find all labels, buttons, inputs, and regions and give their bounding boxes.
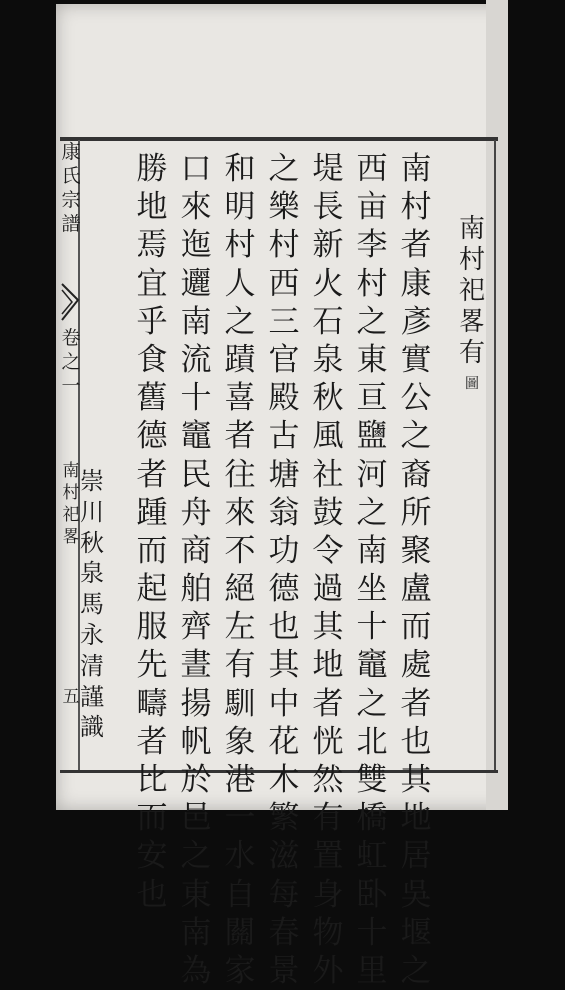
- text-char: 象: [224, 723, 256, 760]
- text-char: 功: [268, 532, 300, 569]
- title-char: 圖: [465, 376, 479, 392]
- text-char: 邐: [180, 265, 212, 302]
- text-char: 物: [312, 914, 344, 951]
- text-char: 其: [312, 609, 344, 646]
- signature-char: 識: [80, 713, 104, 742]
- text-char: 社: [312, 456, 344, 493]
- text-char: 迤: [180, 227, 212, 264]
- text-char: 服: [136, 609, 168, 646]
- title-char: 村: [458, 245, 485, 275]
- text-char: 處: [400, 647, 432, 684]
- text-column: [176, 150, 216, 990]
- text-char: 也: [400, 723, 432, 760]
- signature-char: 秋: [80, 528, 104, 557]
- text-char: 者: [224, 418, 256, 455]
- text-char: 而: [400, 609, 432, 646]
- text-char: 舊: [136, 380, 168, 417]
- text-char: 村: [356, 265, 388, 302]
- text-char: 者: [312, 685, 344, 722]
- spine-char: 南: [62, 461, 80, 481]
- text-char: 口: [180, 151, 212, 187]
- text-char: 地: [312, 647, 344, 684]
- spine-char: 氏: [61, 165, 81, 187]
- spine-char: 宗: [61, 189, 81, 211]
- text-char: 橋: [356, 800, 388, 837]
- text-char: 也: [268, 609, 300, 646]
- text-char: 人: [224, 265, 256, 302]
- text-char: 裔: [400, 456, 432, 493]
- text-char: 村: [224, 227, 256, 264]
- text-char: 石: [312, 303, 344, 340]
- text-char: 竈: [356, 647, 388, 684]
- text-char: 之: [400, 952, 432, 989]
- text-char: 官: [268, 341, 300, 378]
- text-char: 其: [268, 647, 300, 684]
- text-column: [220, 150, 260, 990]
- title-char: 南: [458, 214, 485, 244]
- text-char: 關: [224, 914, 256, 951]
- text-char: 食: [136, 341, 168, 378]
- text-char: 翁: [268, 494, 300, 531]
- spine-char: 之: [61, 351, 81, 373]
- text-char: 踵: [136, 494, 168, 531]
- spine-char: 康: [61, 141, 81, 163]
- text-char: 者: [136, 723, 168, 760]
- spine-char: 畧: [62, 527, 80, 547]
- text-char: 絕: [224, 571, 256, 608]
- text-char: 恍: [312, 723, 344, 760]
- text-char: 李: [356, 227, 388, 264]
- text-char: 於: [180, 762, 212, 798]
- text-char: 河: [356, 456, 388, 493]
- text-char: 所: [400, 494, 432, 531]
- text-char: 新: [312, 227, 344, 264]
- text-char: 之: [356, 494, 388, 531]
- text-char: 者: [400, 227, 432, 264]
- text-char: 來: [180, 189, 212, 226]
- text-char: 南: [356, 532, 388, 569]
- text-char: 竈: [180, 418, 212, 455]
- text-char: 三: [268, 303, 300, 340]
- text-char: 塘: [268, 456, 300, 493]
- signature-char: 謹: [80, 682, 104, 711]
- text-char: 德: [136, 418, 168, 455]
- text-char: 有: [312, 800, 344, 837]
- text-char: 火: [312, 265, 344, 302]
- spine-char: 村: [62, 483, 80, 503]
- text-char: 堤: [312, 151, 344, 187]
- text-char: 喜: [224, 380, 256, 417]
- title-char: 祀: [458, 276, 485, 306]
- text-char: 其: [400, 762, 432, 798]
- text-char: 殿: [268, 380, 300, 417]
- text-char: 揚: [180, 685, 212, 722]
- text-char: 民: [180, 456, 212, 493]
- text-char: 之: [180, 838, 212, 875]
- text-char: 亩: [356, 189, 388, 226]
- text-char: 十: [356, 914, 388, 951]
- text-char: 疇: [136, 685, 168, 722]
- text-char: 者: [400, 685, 432, 722]
- frame-top-border: [60, 137, 498, 141]
- text-char: 港: [224, 762, 256, 798]
- title-char: 有: [458, 338, 485, 368]
- spine-char: 卷: [61, 327, 81, 349]
- text-char: 中: [268, 685, 300, 722]
- text-char: 木: [268, 762, 300, 798]
- text-char: 北: [356, 723, 388, 760]
- text-char: 卧: [356, 876, 388, 913]
- text-char: 安: [136, 838, 168, 875]
- text-char: 為: [180, 952, 212, 989]
- signature-char: 泉: [80, 559, 104, 588]
- text-char: 亘: [356, 380, 388, 417]
- text-char: 焉: [136, 227, 168, 264]
- text-char: 南: [180, 914, 212, 951]
- frame-right-border: [494, 140, 496, 770]
- text-char: 和: [224, 151, 256, 187]
- text-char: 比: [136, 762, 168, 798]
- text-char: 身: [312, 876, 344, 913]
- text-char: 宜: [136, 265, 168, 302]
- text-char: 一: [224, 800, 256, 837]
- text-char: 商: [180, 532, 212, 569]
- title-char: 畧: [458, 307, 485, 337]
- text-char: 繁: [268, 800, 300, 837]
- text-char: 令: [312, 532, 344, 569]
- text-char: 西: [356, 151, 388, 187]
- spine-page-number: 五: [62, 687, 80, 707]
- text-char: 每: [268, 876, 300, 913]
- text-char: 有: [224, 647, 256, 684]
- text-char: 西: [268, 265, 300, 302]
- spine-char: 一: [61, 375, 81, 397]
- text-char: 彥: [400, 303, 432, 340]
- text-char: 者: [136, 456, 168, 493]
- text-char: 齊: [180, 609, 212, 646]
- text-char: 東: [356, 341, 388, 378]
- spine-volume: [60, 326, 82, 398]
- text-char: 勝: [136, 151, 168, 187]
- text-char: 地: [400, 800, 432, 837]
- text-char: 過: [312, 571, 344, 608]
- text-char: 雙: [356, 762, 388, 798]
- signature-char: 馬: [80, 590, 104, 619]
- text-char: 秋: [312, 380, 344, 417]
- text-char: 先: [136, 647, 168, 684]
- text-char: 滋: [268, 838, 300, 875]
- text-char: 流: [180, 341, 212, 378]
- signature-char: 永: [80, 620, 104, 649]
- text-char: 水: [224, 838, 256, 875]
- text-char: 而: [136, 800, 168, 837]
- text-char: 實: [400, 341, 432, 378]
- text-char: 不: [224, 532, 256, 569]
- text-char: 里: [356, 952, 388, 989]
- text-char: 風: [312, 418, 344, 455]
- text-char: 吳: [400, 876, 432, 913]
- text-char: 邑: [180, 800, 212, 837]
- text-char: 十: [356, 609, 388, 646]
- text-char: 堰: [400, 914, 432, 951]
- spine-char: 譜: [61, 213, 81, 235]
- text-char: 南: [400, 151, 432, 187]
- text-char: 蹟: [224, 341, 256, 378]
- text-char: 馴: [224, 685, 256, 722]
- text-column: [352, 150, 392, 990]
- text-char: 乎: [136, 303, 168, 340]
- text-char: 起: [136, 571, 168, 608]
- text-char: 東: [180, 876, 212, 913]
- text-char: 泉: [312, 341, 344, 378]
- text-char: 春: [268, 914, 300, 951]
- text-column: [308, 150, 348, 990]
- text-column: [132, 150, 172, 914]
- text-char: 長: [312, 189, 344, 226]
- spine-char: 祀: [62, 505, 80, 525]
- text-char: 南: [180, 303, 212, 340]
- text-char: 村: [268, 227, 300, 264]
- text-char: 之: [268, 151, 300, 187]
- text-char: 家: [224, 952, 256, 989]
- text-char: 聚: [400, 532, 432, 569]
- text-char: 之: [400, 418, 432, 455]
- text-char: 帆: [180, 723, 212, 760]
- text-char: 置: [312, 838, 344, 875]
- text-char: 之: [224, 303, 256, 340]
- signature-char: 清: [80, 651, 104, 680]
- text-char: 晝: [180, 647, 212, 684]
- text-char: 然: [312, 762, 344, 798]
- text-char: 虹: [356, 838, 388, 875]
- text-char: 左: [224, 609, 256, 646]
- text-char: 明: [224, 189, 256, 226]
- text-char: 鼓: [312, 494, 344, 531]
- signature-column: [72, 466, 112, 743]
- text-char: 公: [400, 380, 432, 417]
- text-char: 花: [268, 723, 300, 760]
- text-char: 舶: [180, 571, 212, 608]
- signature-char: 崇: [80, 467, 104, 495]
- text-char: 往: [224, 456, 256, 493]
- text-char: 十: [180, 380, 212, 417]
- text-char: 也: [136, 876, 168, 913]
- text-char: 之: [356, 685, 388, 722]
- text-char: 舟: [180, 494, 212, 531]
- text-char: 來: [224, 494, 256, 531]
- text-char: 德: [268, 571, 300, 608]
- text-char: 康: [400, 265, 432, 302]
- text-char: 景: [268, 952, 300, 989]
- text-char: 自: [224, 876, 256, 913]
- text-char: 而: [136, 532, 168, 569]
- adjacent-page-edge: [486, 0, 508, 810]
- text-column: [264, 150, 304, 990]
- page-title-column: [452, 214, 492, 400]
- text-char: 居: [400, 838, 432, 875]
- text-char: 坐: [356, 571, 388, 608]
- text-column: [396, 150, 436, 990]
- text-char: 之: [356, 303, 388, 340]
- text-char: 地: [136, 189, 168, 226]
- signature-char: 川: [80, 497, 104, 526]
- text-char: 鹽: [356, 418, 388, 455]
- text-char: 村: [400, 189, 432, 226]
- text-char: 樂: [268, 189, 300, 226]
- text-char: 外: [312, 952, 344, 989]
- text-char: 古: [268, 418, 300, 455]
- spine-book-title: [60, 140, 82, 236]
- fish-tail-mark-icon: [60, 282, 80, 322]
- text-char: 盧: [400, 571, 432, 608]
